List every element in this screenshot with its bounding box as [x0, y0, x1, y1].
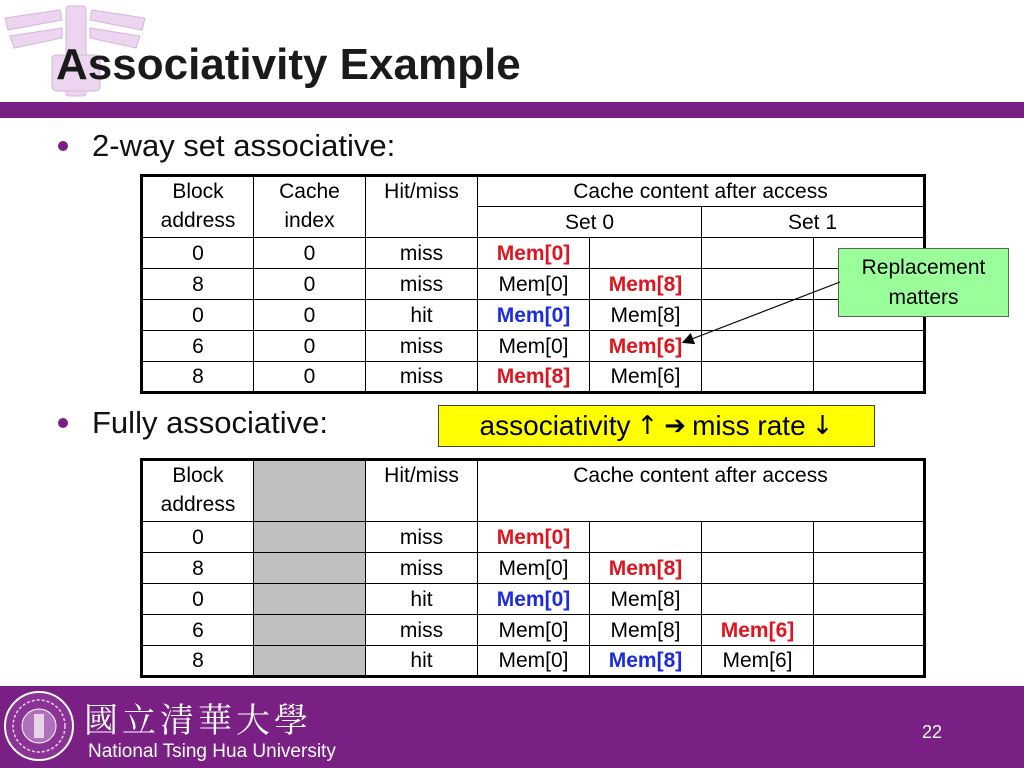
associativity-note — [438, 405, 875, 447]
bullet-two-way — [58, 128, 395, 164]
bullet-dot-icon — [58, 141, 68, 151]
cell-block: 0 — [142, 238, 254, 269]
cell-content — [814, 615, 925, 646]
cell-result: miss — [366, 331, 478, 362]
table-header-row — [142, 176, 925, 207]
cell-content: Mem[0] — [478, 238, 590, 269]
cell-content: Mem[0] — [478, 615, 590, 646]
note-associativity: associativity — [479, 410, 631, 441]
cell-empty — [254, 615, 366, 646]
table-row — [142, 269, 925, 300]
header-hit-miss: Hit/miss — [366, 460, 478, 522]
table-row — [142, 362, 925, 393]
cell-content: Mem[8] — [590, 584, 702, 615]
university-name-chinese: 國立清華大學 — [84, 701, 312, 741]
table-row — [142, 300, 925, 331]
cell-content — [702, 522, 814, 553]
cell-content: Mem[8] — [590, 300, 702, 331]
cell-content — [814, 553, 925, 584]
cell-block: 8 — [142, 269, 254, 300]
cell-result: miss — [366, 522, 478, 553]
page-number: 22 — [922, 722, 943, 742]
cell-content — [590, 238, 702, 269]
cell-content — [702, 238, 814, 269]
cell-content: Mem[6] — [702, 615, 814, 646]
right-arrow-icon: ➔ — [664, 411, 687, 441]
cell-content — [814, 362, 925, 393]
cell-result: miss — [366, 362, 478, 393]
cell-result: hit — [366, 584, 478, 615]
cell-block: 8 — [142, 362, 254, 393]
cell-content: Mem[0] — [478, 300, 590, 331]
cell-content — [590, 522, 702, 553]
callout-line2: matters — [888, 286, 959, 309]
cell-content — [814, 584, 925, 615]
cell-block: 0 — [142, 584, 254, 615]
cell-content — [702, 584, 814, 615]
cell-result: hit — [366, 300, 478, 331]
table-row — [142, 522, 925, 553]
cell-empty — [254, 584, 366, 615]
header-block-address: Block address — [142, 176, 254, 238]
cell-content — [814, 646, 925, 677]
university-seal-icon — [3, 690, 75, 762]
fully-assoc-cache-table — [140, 458, 926, 678]
cell-content: Mem[0] — [478, 553, 590, 584]
header-set0: Set 0 — [478, 207, 702, 238]
table-row — [142, 238, 925, 269]
bullet-text: 2-way set associative: — [92, 128, 396, 163]
two-way-cache-table — [140, 174, 926, 394]
cell-content — [702, 331, 814, 362]
cell-content: Mem[0] — [478, 331, 590, 362]
cell-content: Mem[0] — [478, 522, 590, 553]
cell-empty — [254, 553, 366, 584]
bullet-text: Fully associative: — [92, 405, 329, 440]
cell-index: 0 — [254, 238, 366, 269]
note-miss-rate: miss rate — [692, 410, 806, 441]
cell-content — [702, 269, 814, 300]
cell-content: Mem[6] — [590, 362, 702, 393]
cell-result: miss — [366, 553, 478, 584]
table-header-row — [142, 460, 925, 522]
header-cache-content: Cache content after access — [478, 460, 925, 522]
table-row — [142, 615, 925, 646]
bullet-fully-associative — [58, 405, 328, 441]
cell-content: Mem[6] — [590, 331, 702, 362]
cell-content: Mem[6] — [702, 646, 814, 677]
header-hit-miss: Hit/miss — [366, 176, 478, 238]
page-title: Associativity Example — [56, 40, 521, 89]
cell-content — [814, 331, 925, 362]
cell-block: 8 — [142, 646, 254, 677]
header-block-address: Block address — [142, 460, 254, 522]
cell-result: hit — [366, 646, 478, 677]
cell-result: miss — [366, 269, 478, 300]
table-row — [142, 646, 925, 677]
cell-content: Mem[8] — [590, 615, 702, 646]
cell-index: 0 — [254, 362, 366, 393]
cell-content: Mem[0] — [478, 584, 590, 615]
table-row — [142, 331, 925, 362]
table-row — [142, 584, 925, 615]
cell-content — [702, 553, 814, 584]
cell-index: 0 — [254, 331, 366, 362]
cell-content: Mem[8] — [590, 646, 702, 677]
cell-content: Mem[8] — [590, 269, 702, 300]
cell-result: miss — [366, 615, 478, 646]
down-arrow-icon: ↓ — [811, 411, 834, 441]
cell-empty — [254, 646, 366, 677]
cell-content — [814, 522, 925, 553]
cell-result: miss — [366, 238, 478, 269]
cell-content — [702, 362, 814, 393]
cell-content: Mem[0] — [478, 269, 590, 300]
cell-index: 0 — [254, 269, 366, 300]
header-cache-content: Cache content after access — [478, 176, 925, 207]
cell-block: 6 — [142, 615, 254, 646]
cell-content: Mem[8] — [478, 362, 590, 393]
header-cache-index: Cache index — [254, 176, 366, 238]
cell-content: Mem[8] — [590, 553, 702, 584]
cell-empty — [254, 522, 366, 553]
cell-content: Mem[0] — [478, 646, 590, 677]
callout-line1: Replacement — [861, 256, 986, 279]
cell-block: 0 — [142, 522, 254, 553]
header-empty-index — [254, 460, 366, 522]
title-divider-bar — [0, 102, 1024, 118]
bullet-dot-icon — [58, 418, 68, 428]
cell-block: 0 — [142, 300, 254, 331]
cell-block: 8 — [142, 553, 254, 584]
cell-content — [702, 300, 814, 331]
cell-index: 0 — [254, 300, 366, 331]
cell-block: 6 — [142, 331, 254, 362]
replacement-callout — [838, 248, 1009, 317]
header-set1: Set 1 — [702, 207, 925, 238]
university-name-english: National Tsing Hua University — [88, 741, 336, 762]
table-row — [142, 553, 925, 584]
up-arrow-icon: ↑ — [636, 411, 659, 441]
